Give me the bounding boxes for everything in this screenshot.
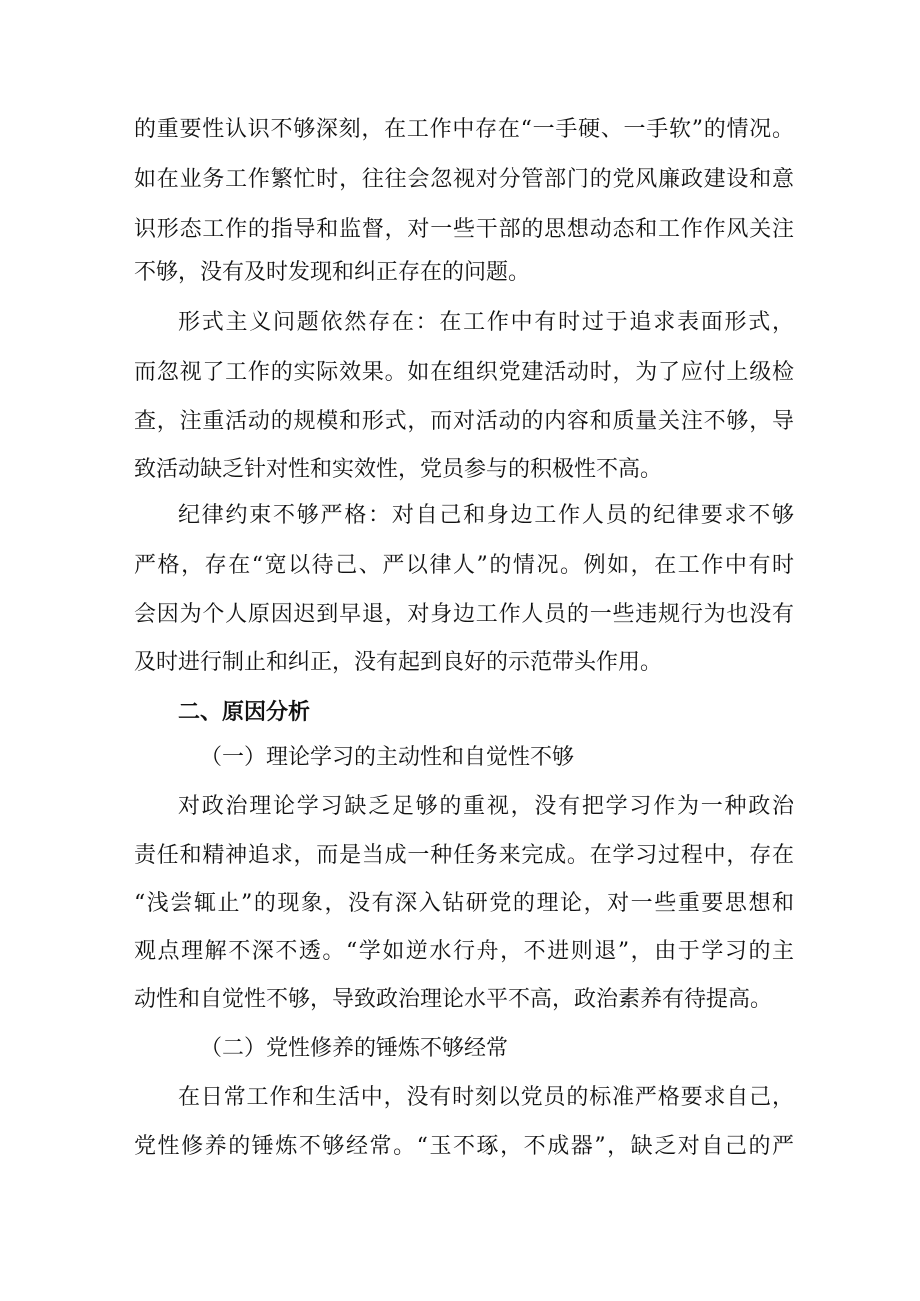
paragraph-line: 查，注重活动的规模和形式，而对活动的内容和质量关注不够，导 [134, 409, 794, 434]
subsection-heading: （一）理论学习的主动性和自觉性不够 [200, 745, 575, 770]
paragraph-line: 责任和精神追求，而是当成一种任务来完成。在学习过程中，存在 [134, 843, 794, 868]
section-heading: 二、原因分析 [178, 699, 311, 725]
paragraph-line: 如在业务工作繁忙时，往往会忽视对分管部门的党风廉政建设和意 [134, 167, 794, 192]
paragraph-line: 党性修养的锤炼不够经常。“玉不琢，不成器”，缺乏对自己的严 [134, 1134, 794, 1159]
paragraph-line: 会因为个人原因迟到早退，对身边工作人员的一些违规行为也没有 [134, 602, 794, 627]
paragraph-line: 致活动缺乏针对性和实效性，党员参与的积极性不高。 [134, 457, 663, 482]
paragraph-line: 不够，没有及时发现和纠正存在的问题。 [134, 260, 531, 285]
subsection-heading: （二）党性修养的锤炼不够经常 [200, 1036, 509, 1061]
paragraph-line: 的重要性认识不够深刻，在工作中存在“一手硬、一手软”的情况。 [134, 117, 794, 142]
paragraph-line: 动性和自觉性不够，导致政治理论水平不高，政治素养有待提高。 [134, 987, 773, 1012]
paragraph-line: 观点理解不深不透。“学如逆水行舟，不进则退”，由于学习的主 [134, 939, 794, 964]
paragraph-line: 在日常工作和生活中，没有时刻以党员的标准严格要求自己， [178, 1085, 794, 1110]
paragraph-line: “浅尝辄止”的现象，没有深入钻研党的理论，对一些重要思想和 [134, 891, 794, 916]
paragraph-line: 而忽视了工作的实际效果。如在组织党建活动时，为了应付上级检 [134, 360, 794, 385]
paragraph-line: 形式主义问题依然存在：在工作中有时过于追求表面形式， [178, 310, 794, 335]
paragraph-line: 对政治理论学习缺乏足够的重视，没有把学习作为一种政治 [178, 794, 794, 819]
paragraph-line: 识形态工作的指导和监督，对一些干部的思想动态和工作作风关注 [134, 217, 794, 242]
paragraph-line: 严格，存在“宽以待己、严以律人”的情况。例如，在工作中有时 [134, 553, 794, 578]
paragraph-line: 纪律约束不够严格：对自己和身边工作人员的纪律要求不够 [178, 503, 794, 528]
paragraph-line: 及时进行制止和纠正，没有起到良好的示范带头作用。 [134, 650, 663, 675]
